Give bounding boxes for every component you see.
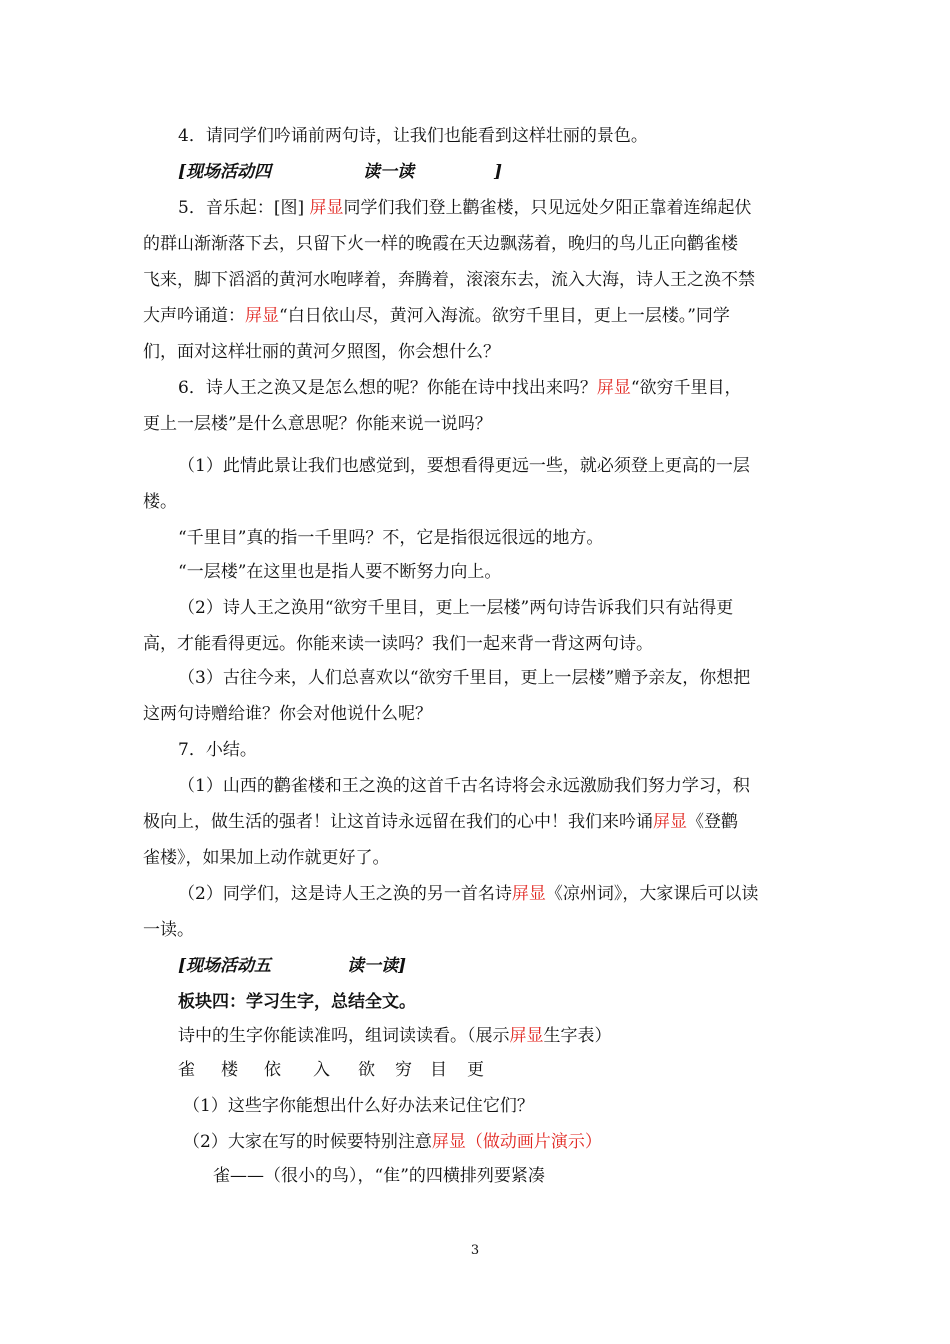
paragraph-line: 诗中的生字你能读准吗，组词读读看。（展示屏显生字表） — [178, 1026, 612, 1046]
screen-display-label: 屏显 — [509, 1026, 544, 1046]
paragraph-line: 雀——（很小的鸟），“隹”的四横排列要紧凑 — [213, 1166, 545, 1186]
screen-display-label: 屏显 — [511, 884, 546, 904]
paragraph-line: 的群山渐渐落下去，只留下火一样的晚霞在天边飘荡着，晚归的鸟儿正向鹳雀楼 — [143, 234, 738, 254]
screen-display-label: 屏显 — [309, 198, 344, 218]
paragraph-line: 更上一层楼”是什么意思呢？你能来说一说吗？ — [143, 414, 492, 434]
paragraph-line: （1）山西的鹳雀楼和王之涣的这首千古名诗将会永远激励我们努力学习，积 — [178, 776, 750, 796]
character: 雀 — [178, 1060, 195, 1080]
new-characters-list — [178, 1056, 850, 1084]
paragraph-line: （1）此情此景让我们也感觉到，要想看得更远一些，就必须登上更高的一层 — [178, 456, 750, 476]
paragraph-line: （1）这些字你能想出什么好办法来记住它们？ — [183, 1096, 534, 1116]
character: 欲 — [358, 1060, 375, 1080]
character: 依 — [264, 1060, 281, 1080]
screen-display-label: 屏显 — [596, 378, 631, 398]
activity-five-heading: [现场活动五 读一读] — [178, 956, 407, 976]
paragraph-line: （3）古往今来，人们总喜欢以“欲穷千里目，更上一层楼”赠予亲友，你想把 — [178, 668, 751, 688]
screen-display-label: 屏显 — [245, 306, 279, 326]
screen-display-label: 屏显（做动画片演示） — [431, 1132, 602, 1152]
paragraph-line: “千里目”真的指一千里吗？不，它是指很远很远的地方。 — [178, 528, 604, 548]
paragraph-line: 这两句诗赠给谁？你会对他说什么呢？ — [143, 704, 432, 724]
paragraph-line: 5．音乐起：[图] 屏显同学们我们登上鹳雀楼，只见远处夕阳正靠着连绵起伏 — [178, 198, 752, 218]
paragraph-line: 一读。 — [143, 920, 194, 940]
paragraph-line: 7．小结。 — [178, 740, 257, 760]
paragraph-line: 大声吟诵道：屏显“白日依山尽，黄河入海流。欲穷千里目，更上一层楼。”同学 — [143, 306, 730, 326]
paragraph-line: 雀楼》，如果加上动作就更好了。 — [143, 848, 390, 868]
paragraph-line: 4．请同学们吟诵前两句诗，让我们也能看到这样壮丽的景色。 — [178, 126, 648, 146]
paragraph-line: 楼。 — [143, 492, 177, 512]
paragraph-line: （2）大家在写的时候要特别注意屏显（做动画片演示） — [183, 1132, 602, 1152]
paragraph-line: 们，面对这样壮丽的黄河夕照图，你会想什么？ — [143, 342, 500, 362]
character: 更 — [467, 1060, 484, 1080]
page-number: 3 — [470, 1243, 480, 1258]
character: 穷 — [395, 1060, 412, 1080]
paragraph-line: 6．诗人王之涣又是怎么想的呢？你能在诗中找出来吗？屏显“欲穷千里目， — [178, 378, 742, 398]
paragraph-line: （2）诗人王之涣用“欲穷千里目，更上一层楼”两句诗告诉我们只有站得更 — [178, 598, 734, 618]
character: 楼 — [221, 1060, 238, 1080]
paragraph-line: （2）同学们，这是诗人王之涣的另一首名诗屏显《凉州词》，大家课后可以读 — [178, 884, 759, 904]
paragraph-line: “一层楼”在这里也是指人要不断努力向上。 — [178, 562, 502, 582]
character: 目 — [430, 1060, 447, 1080]
activity-four-heading: [现场活动四 读一读 ] — [178, 162, 503, 182]
paragraph-line: 飞来，脚下滔滔的黄河水咆哮着，奔腾着，滚滚东去，流入大海，诗人王之涣不禁 — [143, 270, 755, 290]
paragraph-line: 高，才能看得更远。你能来读一读吗？我们一起来背一背这两句诗。 — [143, 634, 653, 654]
character: 入 — [313, 1060, 330, 1080]
paragraph-line: 极向上，做生活的强者！让这首诗永远留在我们的心中！我们来吟诵屏显《登鹳 — [143, 812, 738, 832]
screen-display-label: 屏显 — [653, 812, 687, 832]
section-heading: 板块四：学习生字，总结全文。 — [178, 992, 416, 1012]
